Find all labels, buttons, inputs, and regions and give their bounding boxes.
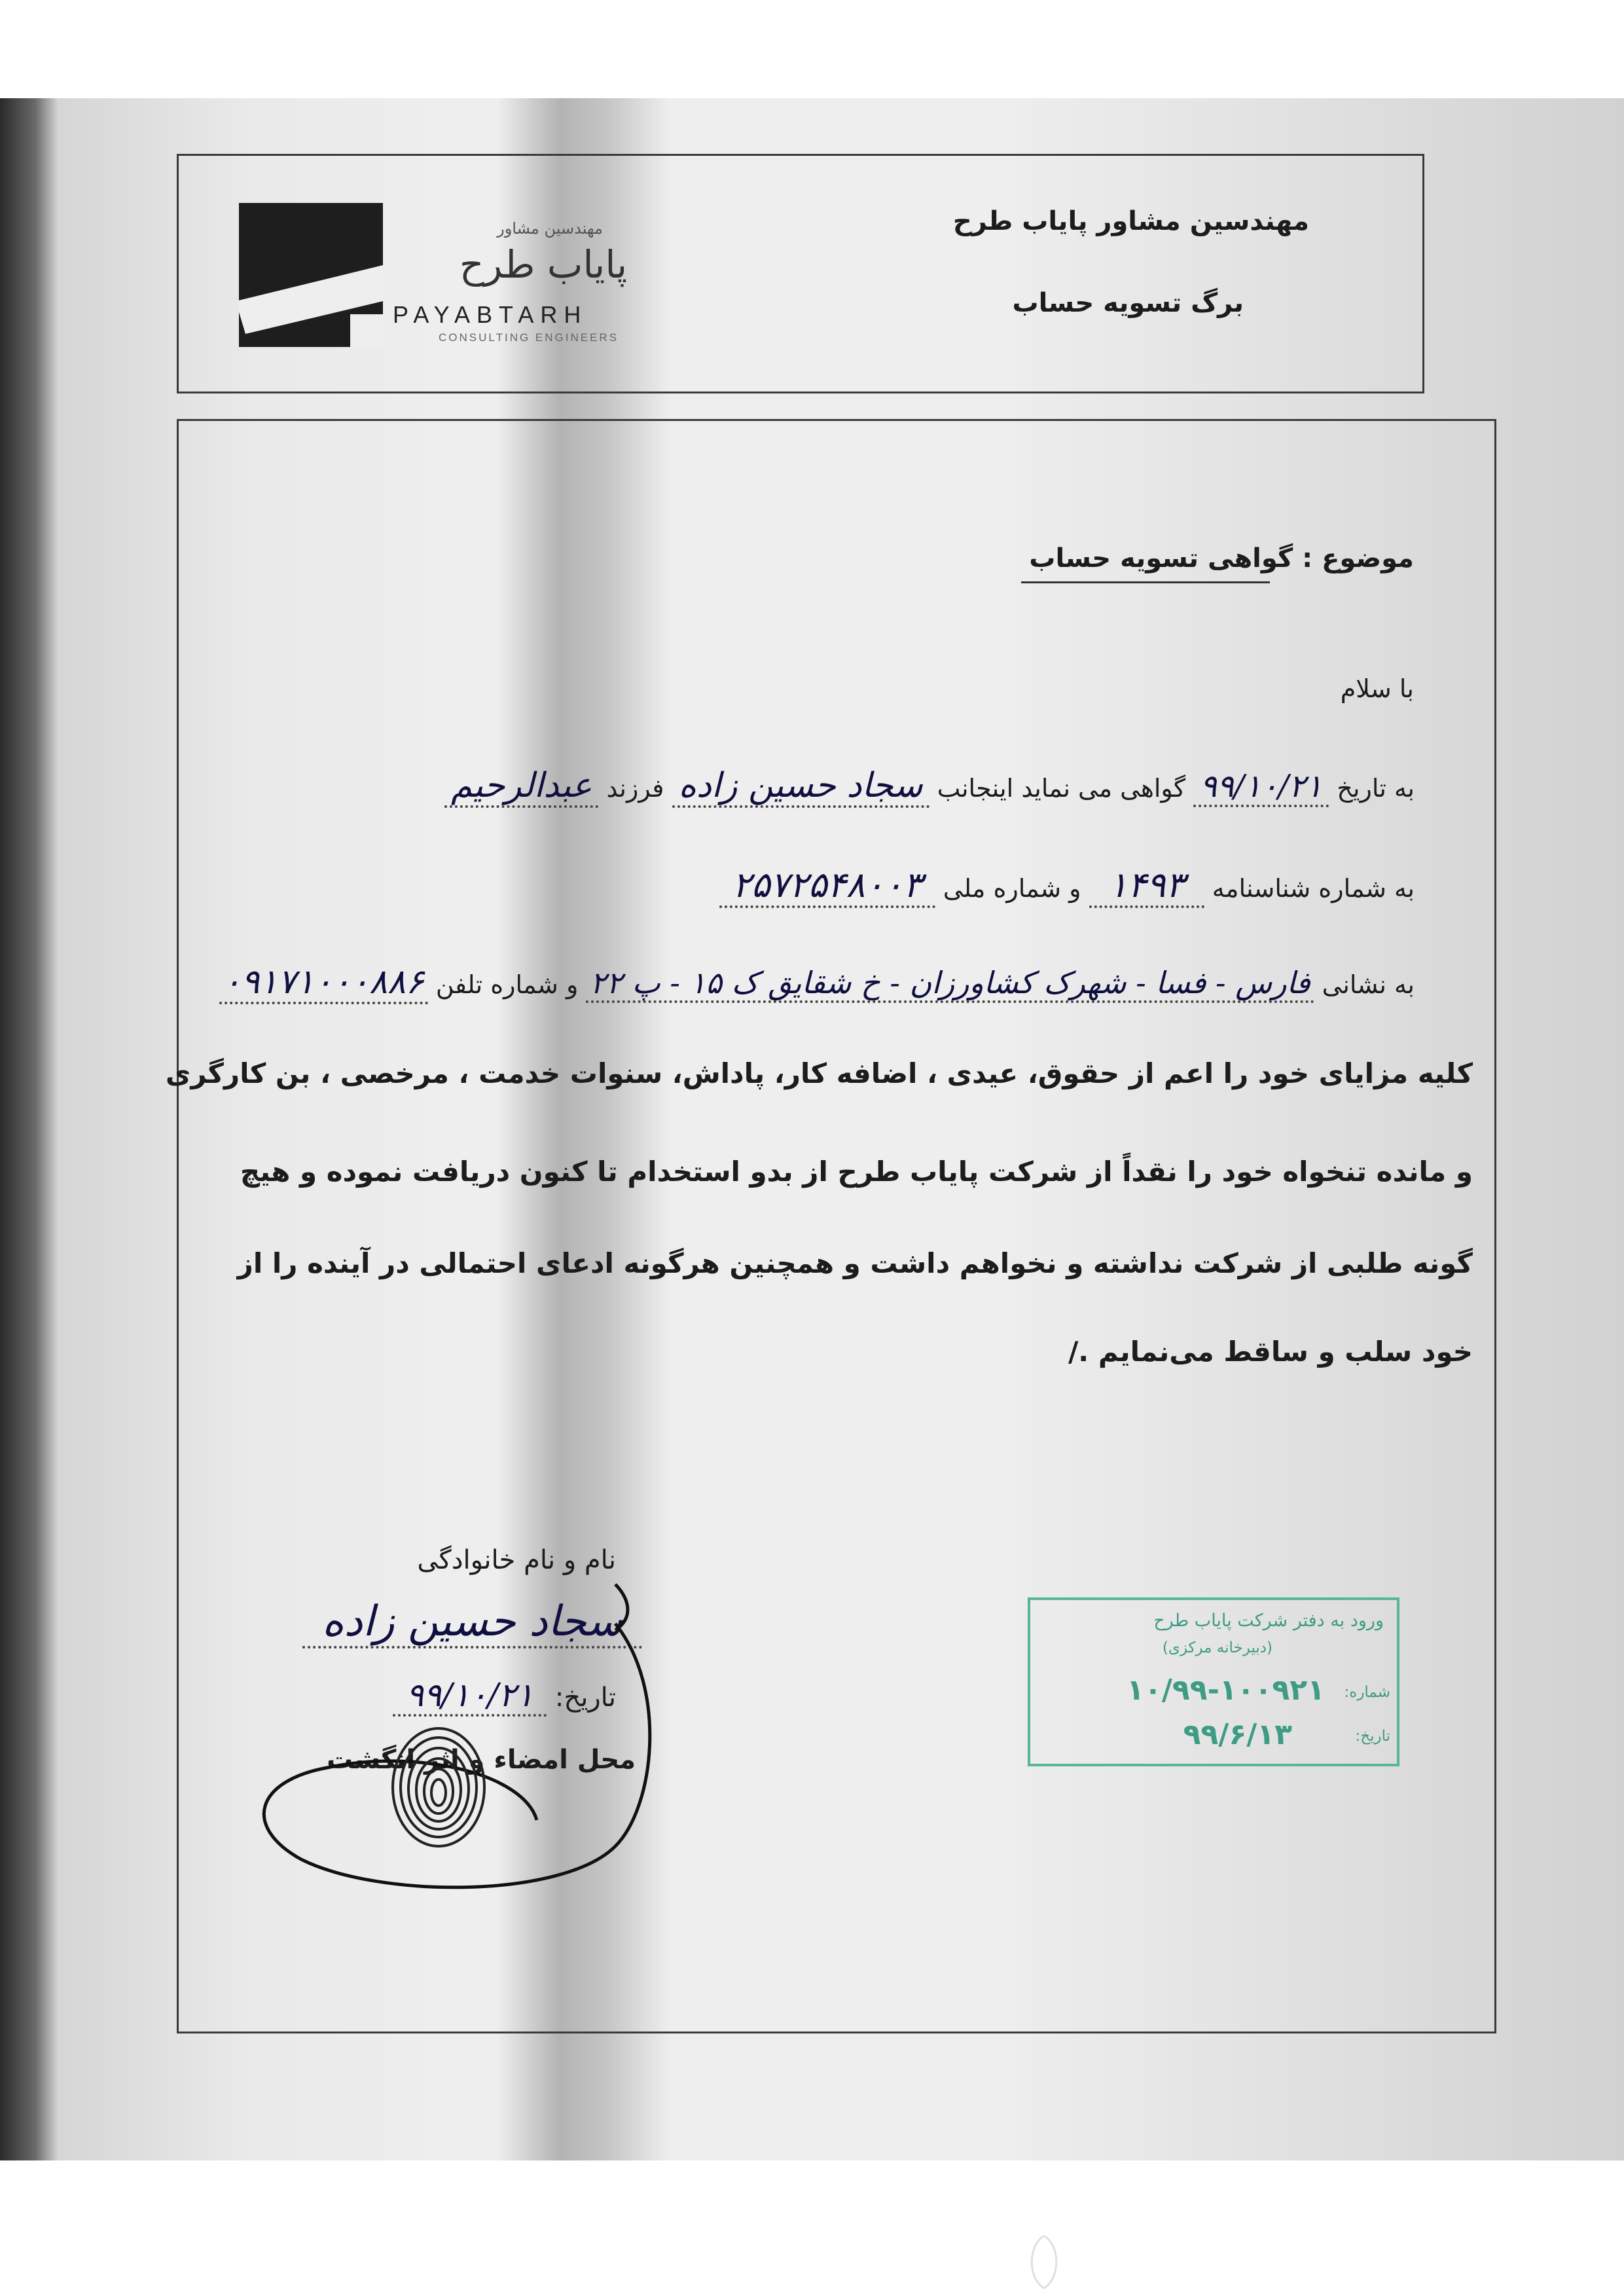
subject-value: گواهی تسویه حساب <box>1029 543 1293 574</box>
declaration-line-3 <box>219 962 1415 1004</box>
stamp-title: ورود به دفتر شرکت پایاب طرح <box>1153 1611 1384 1631</box>
subject-label: موضوع : <box>1302 543 1414 574</box>
address-handwritten: فارس - فسا - شهرک کشاورزان - خ شقایق ک ۱۵ - پ ۲۲ <box>586 965 1314 1003</box>
logo-english-text: PAYABTARH <box>393 301 588 328</box>
date-prefix-label: به تاریخ <box>1337 774 1415 803</box>
father-name-handwritten: عبدالرحیم <box>444 766 598 808</box>
greeting: با سلام <box>1340 674 1414 703</box>
paragraph-line: کلیه مزایای خود را اعم از حقوق، عیدی ، اضافه کار، پاداش، سنوات خدمت ، مرخصی ، بن کارگری <box>165 1057 1473 1089</box>
form-name: برگ تسویه حساب <box>1012 288 1244 318</box>
full-name-label: نام و نام خانوادگی <box>417 1545 616 1575</box>
national-id-label: و شماره ملی <box>943 874 1081 903</box>
signature-date-handwritten: ۹۹/۱۰/۲۱ <box>393 1676 547 1717</box>
national-id-handwritten: ۲۵۷۲۵۴۸۰۰۳ <box>719 864 935 908</box>
declaration-line-1 <box>444 766 1415 808</box>
signature-date-label: تاریخ: <box>554 1683 616 1713</box>
date-handwritten: ۹۹/۱۰/۲۱ <box>1193 768 1329 807</box>
stamp-subtitle: (دبیرخانه مرکزی) <box>1162 1639 1272 1656</box>
scan-margin-top <box>0 0 1624 98</box>
signature-and-fingerprint-icon <box>249 1571 681 1925</box>
company-logo-icon <box>239 203 383 347</box>
full-name-handwritten: سجاد حسین زاده <box>302 1597 642 1649</box>
stamp-number-label: شماره: <box>1344 1684 1390 1701</box>
id-number-label: به شماره شناسنامه <box>1212 874 1415 903</box>
scan-margin-bottom <box>0 2160 1624 2296</box>
id-number-handwritten: ۱۴۹۳ <box>1089 864 1204 908</box>
paragraph-line: گونه طلبی از شرکت نداشته و نخواهم داشت و همچنین هرگونه ادعای احتمالی در آینده را از <box>237 1247 1473 1279</box>
phone-handwritten: ۰۹۱۷۱۰۰۰۸۸۶ <box>219 962 428 1004</box>
paragraph-line: و مانده تنخواه خود را نقداً از شرکت پایاب طرح از بدو استخدام تا کنون دریافت نموده و هیچ <box>240 1156 1473 1188</box>
subject-line <box>851 543 1414 574</box>
stamp-number-value: ۱۰/۹۹-۱۰۰۹۲۱ <box>1127 1673 1325 1707</box>
logo-sub-text: CONSULTING ENGINEERS <box>439 331 619 344</box>
employee-name-handwritten: سجاد حسین زاده <box>672 766 929 808</box>
logo-persian-text: پایاب طرح <box>459 242 628 287</box>
paragraph-line: خود سلب و ساقط می‌نمایم ./ <box>1068 1336 1473 1368</box>
child-of-label: فرزند <box>606 774 664 803</box>
address-label: به نشانی <box>1322 970 1415 999</box>
page-edge-shadow <box>0 98 59 2160</box>
declaration-line-2 <box>719 864 1415 908</box>
stamp-date-value: ۹۹/۶/۱۳ <box>1183 1718 1292 1751</box>
printer-mark-icon <box>1021 2232 1067 2291</box>
phone-label: و شماره تلفن <box>435 970 579 999</box>
company-name: مهندسین مشاور پایاب طرح <box>952 206 1309 236</box>
sign-place-label: محل امضاء و اثر انگشت <box>327 1745 636 1775</box>
subject-underline <box>1021 581 1270 583</box>
certify-text: گواهی می نماید اینجانب <box>937 774 1186 803</box>
logo-small-text: مهندسین مشاور <box>497 219 603 238</box>
reception-stamp <box>1028 1597 1399 1766</box>
stamp-date-label: تاریخ: <box>1355 1728 1390 1745</box>
